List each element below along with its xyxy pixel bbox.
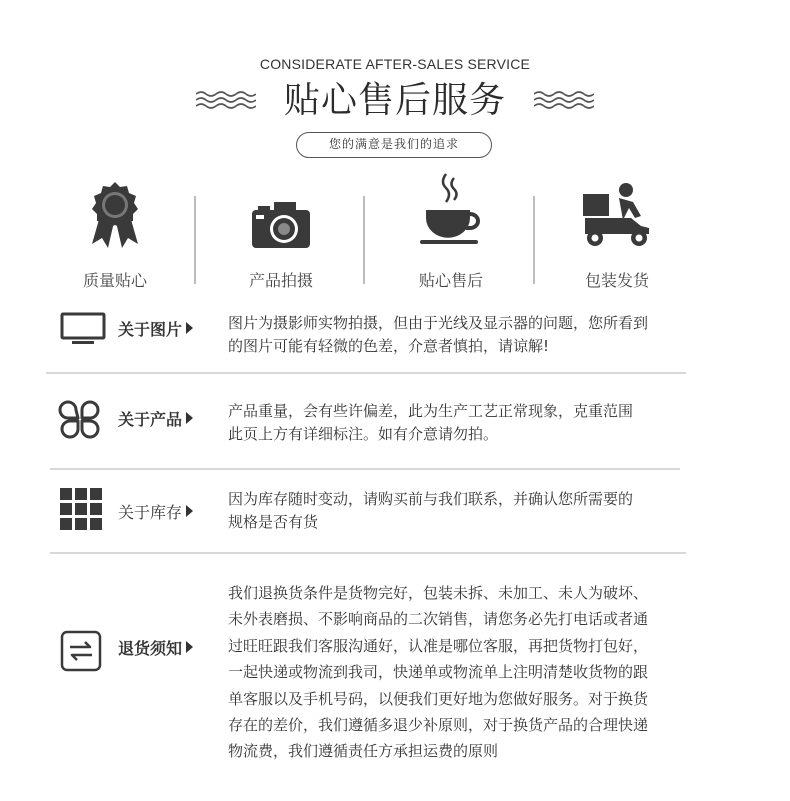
arrow-right-icon [186,641,193,653]
return-arrows-icon [60,630,102,672]
section-title-return: 退货须知 [118,636,193,659]
feature-aftersales [386,178,516,290]
arrow-right-icon [186,412,193,424]
page-title: 贴心售后服务 [283,80,506,121]
camera-icon [246,178,316,250]
section-title-product: 关于产品 [118,407,193,430]
feature-label-photo: 产品拍摄 [248,271,313,290]
header-subtitle-en: CONSIDERATE AFTER-SALES SERVICE [259,56,531,72]
feature-divider-2 [363,196,365,284]
monitor-icon [60,312,106,346]
four-petal-icon [58,398,102,440]
feature-divider-1 [194,196,196,284]
slogan-pill: 您的满意是我们的追求 [296,132,492,158]
delivery-scooter-icon [577,178,657,250]
section-title-stock: 关于库存 [118,500,193,523]
feature-divider-3 [533,196,535,284]
section-title-images: 关于图片 [118,317,193,340]
section-text-product: 产品重量，会有些许偏差，此为生产工艺正常现象，克重范围 此页上方有详细标注。如有介意请勿拍。 [228,402,634,444]
section-divider-2 [50,468,680,470]
feature-label-aftersales: 贴心售后 [418,271,483,290]
feature-delivery [552,178,682,290]
wave-decoration-right-icon [534,90,594,110]
medal-icon [80,178,150,250]
feature-label-quality: 质量贴心 [82,271,147,290]
feature-photo [216,178,346,290]
arrow-right-icon [186,322,193,334]
section-divider-1 [46,372,686,374]
grid-icon [60,488,102,530]
feature-quality [50,178,180,290]
section-text-stock: 因为库存随时变动，请购买前与我们联系，并确认您所需要的 规格是否有货 [228,490,634,532]
feature-label-delivery: 包装发货 [584,271,649,290]
section-text-return: 我们退换货条件是货物完好，包装未拆、未加工、未人为破坏、 未外表磨损、不影响商品的二次销售，请您务必先打电话或者通 过旺旺跟我们客服沟通好，认准是哪位客服，再把货物打包好， 一起快递或物流到我司，快递单或物流单上注明清楚收货物的跟 单客服以及手机号码，以便我们更好地为您做好服务。对于换货 存在的差价，我们遵循多退少补原则，对于换货产品的合理快递 物流费，我们遵循责任方承担运费的原则 [228,584,649,761]
arrow-right-icon [186,505,193,517]
coffee-cup-icon [416,170,486,250]
section-text-images: 图片为摄影师实物拍摄，但由于光线及显示器的问题，您所看到 的图片可能有轻微的色差，介意者慎拍，请谅解! [228,314,649,356]
section-divider-3 [50,552,686,554]
